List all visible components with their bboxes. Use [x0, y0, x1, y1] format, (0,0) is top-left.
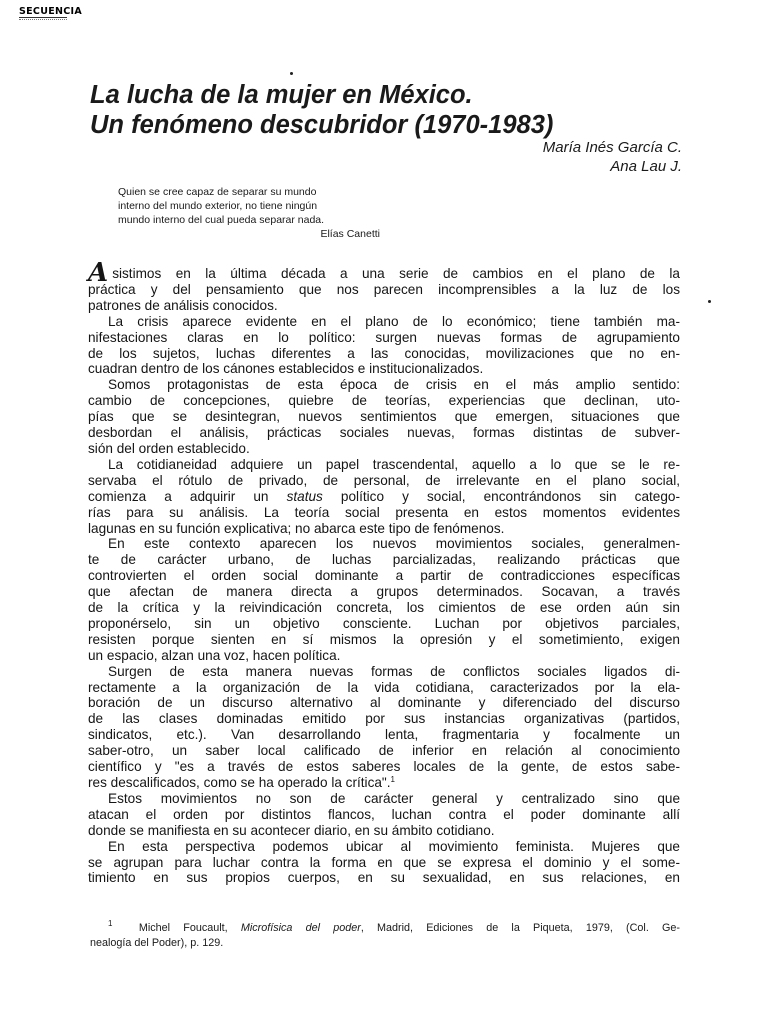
title-line-2: Un fenómeno descubridor (1970-1983) — [90, 111, 554, 139]
body-line: de las clases dominadas emitido por sus instancias organizativas (partidos, — [88, 711, 680, 727]
epigraph-line: Quien se cree capaz de separar su mundo — [118, 186, 317, 198]
body-line: te de carácter urbano, de luchas parcializadas, realizando prácticas que — [88, 552, 680, 568]
author-1: María Inés García C. — [542, 139, 682, 156]
body-line: saber-otro, un saber local calificado de inferior en relación al conocimiento — [88, 743, 680, 759]
body-line: La crisis aparece evidente en el plano de lo económico; tiene también ma- — [108, 313, 680, 329]
author-2: Ana Lau J. — [610, 158, 682, 175]
body-line: En este contexto aparecen los nuevos movimientos sociales, generalmen- — [108, 536, 680, 552]
body-line: atacan el orden por distintos flancos, luchan contra el poder dominante allí — [88, 806, 680, 822]
body-line: En esta perspectiva podemos ubicar al movimiento feminista. Mujeres que — [108, 838, 680, 854]
body-line: práctica y del pensamiento que nos parecen incomprensibles a la luz de los — [88, 281, 680, 297]
body-line: Asistimos en la última década a una serie de cambios en el plano de la — [88, 258, 680, 288]
body-line: resisten porque sienten en sí mismos la opresión y el sometimiento, exigen — [88, 631, 680, 647]
body-line: La cotidianeidad adquiere un papel trascendental, aquello a lo que se le re- — [108, 456, 680, 472]
footnote-number: 1 — [108, 919, 113, 928]
body-line: servaba el rótulo de privado, de personal, de irrelevante en el plano social, — [88, 472, 680, 488]
print-speck — [708, 300, 711, 303]
body-line: proponérselo, sin un objetivo consciente. Luchan por objetivos parciales, — [88, 615, 680, 631]
body-line: de la crítica y la reivindicación concreta, los cimientos de ese orden aún sin — [88, 600, 680, 616]
body-line: Estos movimientos no son de carácter general y centralizado sino que — [108, 790, 680, 806]
body-line: de los sujetos, luchas diferentes a las conocidas, movilizaciones que no en- — [88, 345, 680, 361]
body-line: sión del orden establecido. — [88, 440, 250, 456]
body-line: cuadran dentro de los cánones establecidos e institucionalizados. — [88, 361, 484, 377]
footnote-line: $^1$ Michel Foucault, Microfísica del poder, Madrid, Ediciones de la Piqueta, 1979, (Col. Ge- — [108, 919, 681, 934]
body-line: desbordan el análisis, prácticas sociales nuevas, formas distintas de subver- — [88, 425, 680, 441]
body-line: res descalificados, como se ha operado la crítica".$^1$ — [88, 775, 395, 790]
epigraph-line: mundo interno del cual pueda separar nada. — [118, 214, 325, 226]
body-line: pías que se desintegran, nuevos sentimientos que emergen, situaciones que — [88, 409, 680, 425]
print-speck — [290, 72, 293, 75]
body-line: Somos protagonistas de esta época de crisis en el más amplio sentido: — [108, 377, 680, 393]
body-line: rías para su análisis. La teoría social presenta en estos momentos evidentes — [88, 504, 680, 520]
drop-cap: A — [88, 258, 109, 288]
body-line: rectamente a la organización de la vida cotidiana, caracterizados por la ela- — [88, 679, 680, 695]
body-line: sindicatos, etc.). Van desarrollando lenta, fragmentaria y focalmente un — [88, 727, 680, 743]
body-line: cambio de concepciones, quiebre de teorías, experiencias que declinan, uto- — [88, 393, 680, 409]
footnote — [90, 921, 680, 951]
epigraph-author: Elías Canetti — [320, 228, 380, 240]
logo-subtitle-line — [19, 19, 67, 22]
body-line: boración de un discurso alternativo al dominante y diferenciado del discurso — [88, 695, 680, 711]
authors — [543, 138, 682, 176]
logo-rule — [19, 17, 67, 18]
article-body — [88, 258, 680, 886]
article-title — [90, 80, 710, 140]
body-line: científico y "es a través de estos saberes locales de la gente, de estos sabe- — [88, 759, 680, 775]
epigraph — [118, 185, 380, 241]
footnote-line: nealogía del Poder), p. 129. — [90, 937, 224, 949]
footnote-work-title: Microfísica del poder — [240, 922, 361, 934]
body-line: nifestaciones claras en lo político: surgen nuevas formas de agrupamiento — [88, 329, 680, 345]
body-line: timiento en sus propios cuerpos, en su sexualidad, en sus relaciones, en — [88, 870, 680, 886]
title-line-1: La lucha de la mujer en México. — [90, 81, 473, 109]
journal-logo: SECUENCIA — [19, 6, 83, 17]
body-line: controvierten el orden social dominante a partir de contradicciones específicas — [88, 568, 680, 584]
body-line: un espacio, alzan una voz, hacen política. — [88, 647, 341, 663]
body-line: se agrupan para luchar contra la forma en que se expresa el dominio y el some- — [88, 854, 680, 870]
body-line: que afectan de manera directa a grupos determinados. Socavan, a través — [88, 584, 680, 600]
body-line: Surgen de esta manera nuevas formas de conflictos sociales ligados di- — [108, 663, 680, 679]
body-line: patrones de análisis conocidos. — [88, 297, 278, 313]
epigraph-line: interno del mundo exterior, no tiene ningún — [118, 200, 318, 212]
body-line: donde se manifiesta en su acontecer diario, en su ámbito cotidiano. — [88, 822, 495, 838]
footnote-ref: 1 — [390, 775, 395, 784]
emphasis-status: status — [286, 488, 323, 504]
body-line: comienza a adquirir un status político y social, encontrándonos sin catego- — [88, 488, 680, 504]
body-line: lagunas en su función explicativa; no abarca este tipo de fenómenos. — [88, 520, 505, 536]
